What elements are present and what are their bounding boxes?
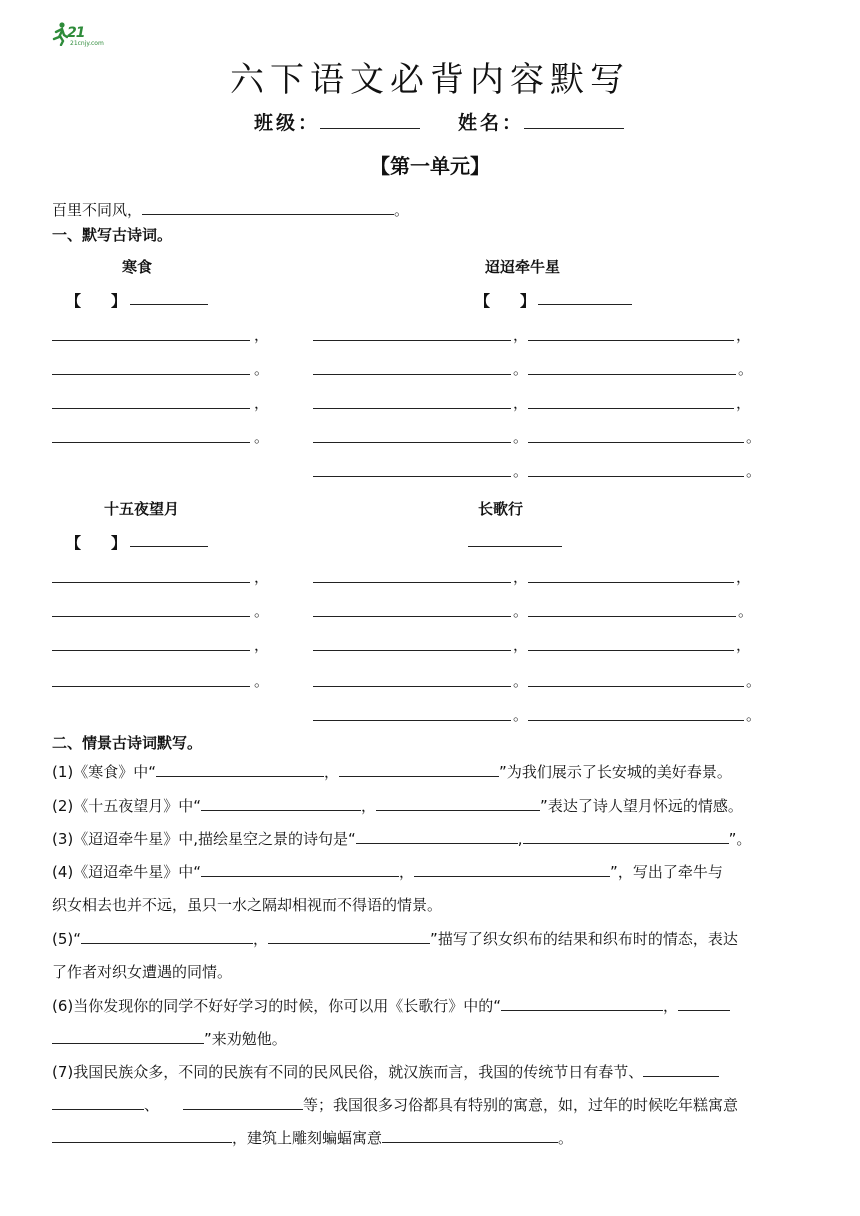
question-1 [52,761,732,782]
poem1-line-4[interactable] [52,442,250,443]
poem2-line-4a[interactable] [313,442,511,443]
poem-title-shiwuye: 十五夜望月 [104,500,180,518]
question-text: ”表达了诗人望月怀远的情感。 [540,797,743,815]
punctuation: 。 [746,706,762,724]
page-title: 六下语文必背内容默写 [230,60,630,100]
poem2-line-5a[interactable] [313,476,511,477]
question-text: ”。 [728,830,752,848]
punctuation: 。 [254,602,270,620]
proverb-line [52,199,409,220]
q6-blank-2a[interactable] [678,996,730,1011]
q7-blank-2[interactable] [183,1095,303,1110]
question-4 [52,861,723,882]
question-text: (5)“ [52,930,82,948]
poem4-line-2a[interactable] [313,616,511,617]
punctuation: 。 [513,706,529,724]
punctuation: ， [513,568,529,586]
punctuation: 。 [513,360,529,378]
poem1-line-1[interactable] [52,340,250,341]
question-5-cont: 了作者对织女遭遇的同情。 [52,963,233,981]
punctuation: ， [736,394,752,412]
class-label: 班级： [254,112,321,134]
punctuation: 。 [513,462,529,480]
punctuation: ， [513,394,529,412]
punctuation: ， [254,394,270,412]
poem3-line-1[interactable] [52,582,250,583]
runner-icon [52,22,68,46]
poem4-line-3b[interactable] [528,650,734,651]
question-7-cont-2 [52,1127,573,1148]
punctuation: 。 [254,428,270,446]
section2-heading: 二、情景古诗词默写。 [52,734,203,752]
section1-heading: 一、默写古诗词。 [52,226,173,244]
poem2-line-4b[interactable] [528,442,744,443]
poem4-line-1a[interactable] [313,582,511,583]
question-7 [52,1061,719,1082]
question-3 [52,828,751,849]
punctuation: 。 [254,672,270,690]
unit-heading: 【第一单元】 [370,154,490,178]
question-5 [52,928,738,949]
poem4-line-2b[interactable] [528,616,736,617]
poem3-line-2[interactable] [52,616,250,617]
q1-blank-2[interactable] [339,762,499,777]
logo-text: 21 [67,25,85,41]
question-6-cont [52,1028,287,1049]
name-blank[interactable] [524,110,624,129]
question-text: (7)我国民族众多，不同的民族有不同的民风民俗，就汉族而言，我国的传统节日有春节、 [52,1063,644,1081]
poem2-line-1b[interactable] [528,340,734,341]
punctuation: 。 [254,360,270,378]
question-7-cont-1 [52,1094,738,1115]
poem2-line-5b[interactable] [528,476,744,477]
question-4-cont: 织女相去也并不远，虽只一水之隔却相视而不得语的情景。 [52,896,443,914]
poem2-line-3a[interactable] [313,408,511,409]
proverb-blank[interactable] [142,200,394,215]
punctuation: 。 [746,428,762,446]
poem4-line-3a[interactable] [313,650,511,651]
logo-subtext: 21cnjy.com [70,40,104,47]
question-text: (2)《十五夜望月》中“ [52,797,202,815]
q2-blank-1[interactable] [201,796,361,811]
proverb-end: 。 [394,201,410,219]
q6-blank-1[interactable] [501,996,663,1011]
punctuation: 。 [738,360,754,378]
poem3-dynasty-bracket: 【 】 [66,534,127,552]
punctuation: ， [736,636,752,654]
name-label: 姓名： [458,112,525,134]
q7-blank-3[interactable] [52,1128,232,1143]
q1-blank-1[interactable] [156,762,324,777]
question-2 [52,795,743,816]
q3-blank-1[interactable] [356,829,518,844]
question-text: ， [324,763,340,781]
q4-blank-2[interactable] [414,862,610,877]
punctuation: 。 [513,428,529,446]
punctuation: ， [254,636,270,654]
punctuation: ， [254,568,270,586]
q4-blank-1[interactable] [201,862,399,877]
poem3-line-4[interactable] [52,686,250,687]
q6-blank-2b[interactable] [52,1029,204,1044]
logo [52,22,116,48]
question-text: ”来劝勉他。 [204,1030,287,1048]
punctuation: ， [513,326,529,344]
punctuation: 。 [513,602,529,620]
question-6 [52,995,730,1016]
question-text: ，建筑上雕刻蝙蝠寓意 [232,1129,383,1147]
question-text: ”，写出了牵牛与 [610,863,723,881]
poem4-author-blank[interactable] [468,546,562,547]
poem1-line-2[interactable] [52,374,250,375]
question-text: 等；我国很多习俗都具有特别的寓意，如，过年的时候吃年糕寓意 [303,1096,739,1114]
question-text: ， [361,797,377,815]
proverb-text: 百里不同风， [52,201,143,219]
poem2-line-1a[interactable] [313,340,511,341]
poem3-line-3[interactable] [52,650,250,651]
poem2-line-2a[interactable] [313,374,511,375]
question-text: ， [253,930,269,948]
poem4-line-1b[interactable] [528,582,734,583]
q7-blank-1a[interactable] [643,1062,719,1077]
name-field [458,108,624,135]
punctuation: ， [513,636,529,654]
question-text: ”描写了织女织布的结果和织布时的情态，表达 [430,930,738,948]
poem4-line-5b[interactable] [528,720,744,721]
poem2-line-3b[interactable] [528,408,734,409]
question-text: (4)《迢迢牵牛星》中“ [52,863,202,881]
punctuation: ， [254,326,270,344]
poem-title-tiaotiao: 迢迢牵牛星 [485,258,561,276]
poem1-dynasty-bracket: 【 】 [66,292,127,310]
poem-title-hanshi: 寒食 [122,258,153,276]
poem3-author-blank[interactable] [130,546,208,547]
poem2-dynasty-bracket: 【 】 [475,292,536,310]
question-text: , [517,830,523,848]
punctuation: 。 [738,602,754,620]
question-text: (6)当你发现你的同学不好好学习的时候，你可以用《长歌行》中的“ [52,997,502,1015]
question-text: (3)《迢迢牵牛星》中,描绘星空之景的诗句是“ [52,830,356,848]
class-blank[interactable] [320,110,420,129]
question-text: ”为我们展示了长安城的美好春景。 [499,763,732,781]
question-text: (1)《寒食》中“ [52,763,157,781]
punctuation: 。 [513,672,529,690]
poem1-line-3[interactable] [52,408,250,409]
punctuation: ， [736,326,752,344]
q7-blank-1b[interactable] [52,1095,144,1110]
poem2-line-2b[interactable] [528,374,736,375]
punctuation: ， [736,568,752,586]
class-field [254,108,420,135]
poem4-line-4b[interactable] [528,686,744,687]
poem1-author-blank[interactable] [130,304,208,305]
question-text: ， [399,863,415,881]
question-text: ， [663,997,679,1015]
q5-blank-1[interactable] [81,929,253,944]
q5-blank-2[interactable] [268,929,430,944]
q3-blank-2[interactable] [523,829,729,844]
q7-blank-4[interactable] [382,1128,558,1143]
punctuation: 。 [746,672,762,690]
question-text: 。 [558,1129,574,1147]
poem2-author-blank[interactable] [538,304,632,305]
q2-blank-2[interactable] [376,796,540,811]
poem4-line-5a[interactable] [313,720,511,721]
punctuation: 。 [746,462,762,480]
poem4-line-4a[interactable] [313,686,511,687]
question-text: 、 [144,1096,160,1114]
poem-title-changgexing: 长歌行 [478,500,524,518]
